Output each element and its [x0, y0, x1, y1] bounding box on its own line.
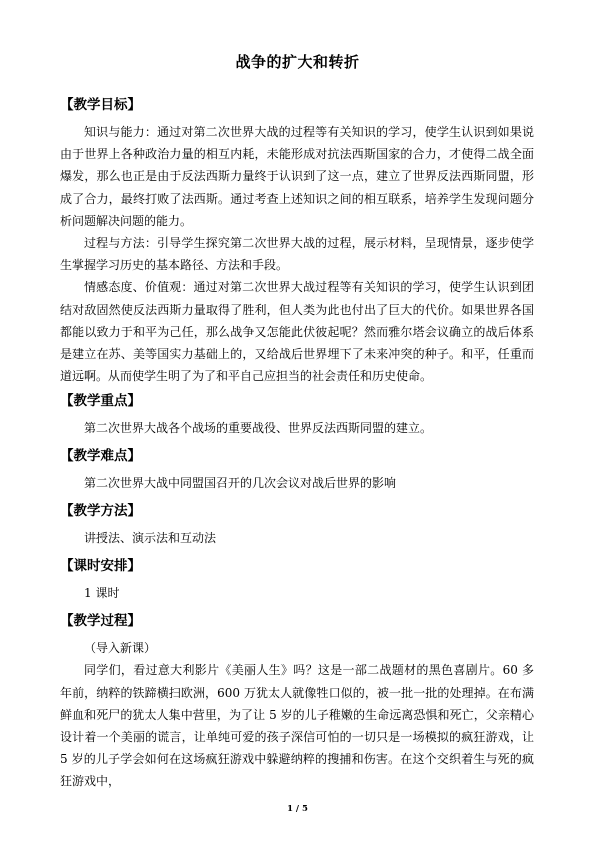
schedule-text: 1 课时: [84, 586, 120, 601]
document-title: 战争的扩大和转折: [235, 53, 360, 71]
section-heading-process: 【教学过程】: [60, 613, 141, 630]
section-heading-methods: 【教学方法】: [60, 503, 141, 520]
section-heading-key-points: 【教学重点】: [60, 393, 141, 410]
section-heading-schedule: 【课时安排】: [60, 558, 141, 575]
section-heading-difficulties: 【教学难点】: [60, 448, 141, 465]
difficulties-text: 第二次世界大战中同盟国召开的几次会议对战后世界的影响: [84, 476, 397, 491]
process-paragraph: 同学们，看过意大利影片《美丽人生》吗？这是一部二战题材的黑色喜剧片。60 多年前，纳粹的铁蹄横扫欧洲，600 万犹太人就像牲口似的，被一批一批的处理掉。在布满鲜血和死尸的犹太人集中营里，为了让 5 岁的儿子稚嫩的生命远离恐惧和死亡，父亲精心设计着一个美丽的谎言，让单纯可爱的孩子深信可怕的一切只是一场模拟的疯狂游戏，让 5 岁的儿子学会如何在这场疯狂游戏中躲避纳粹的搜捕和伤害。在这个交织着生与死的疯狂游戏中，: [60, 663, 534, 789]
document-body: [60, 94, 534, 793]
goals-paragraph-process: 过程与方法：引导学生探究第二次世界大战的过程，展示材料，呈现情景，逐步使学生掌握学习历史的基本路径、方法和手段。: [60, 236, 534, 273]
methods-text: 讲授法、演示法和互动法: [84, 531, 217, 546]
process-intro-label: （导入新课）: [84, 641, 157, 656]
goals-paragraph-attitude: 情感态度、价值观：通过对第二次世界大战过程等有关知识的学习，使学生认识到团结对敌固然使反法西斯力量取得了胜利，但人类为此也付出了巨大的代价。如果世界各国都能以致力于和平为己任，那么战争又怎能此伏彼起呢？然而雅尔塔会议确立的战后体系是建立在苏、美等国实力基础上的，又给战后世界埋下了未来冲突的种子。和平，任重而道远啊。从而使学生明了为了和平自己应担当的社会责任和历史使命。: [60, 280, 534, 384]
page-number: 1 / 5: [287, 804, 308, 814]
goals-paragraph-knowledge: 知识与能力：通过对第二次世界大战的过程等有关知识的学习，使学生认识到如果说由于世界上各种政治力量的相互内耗，未能形成对抗法西斯国家的合力，才使得二战全面爆发，那么也正是由于反法西斯力量终于认识到了这一点，建立了世界反法西斯同盟，形成了合力，最终打败了法西斯。通过考查上述知识之间的相互联系，培养学生发现问题分析问题解决问题的能力。: [60, 125, 534, 228]
key-points-text: 第二次世界大战各个战场的重要战役、世界反法西斯同盟的建立。: [84, 421, 433, 436]
section-heading-goals: 【教学目标】: [60, 97, 141, 113]
